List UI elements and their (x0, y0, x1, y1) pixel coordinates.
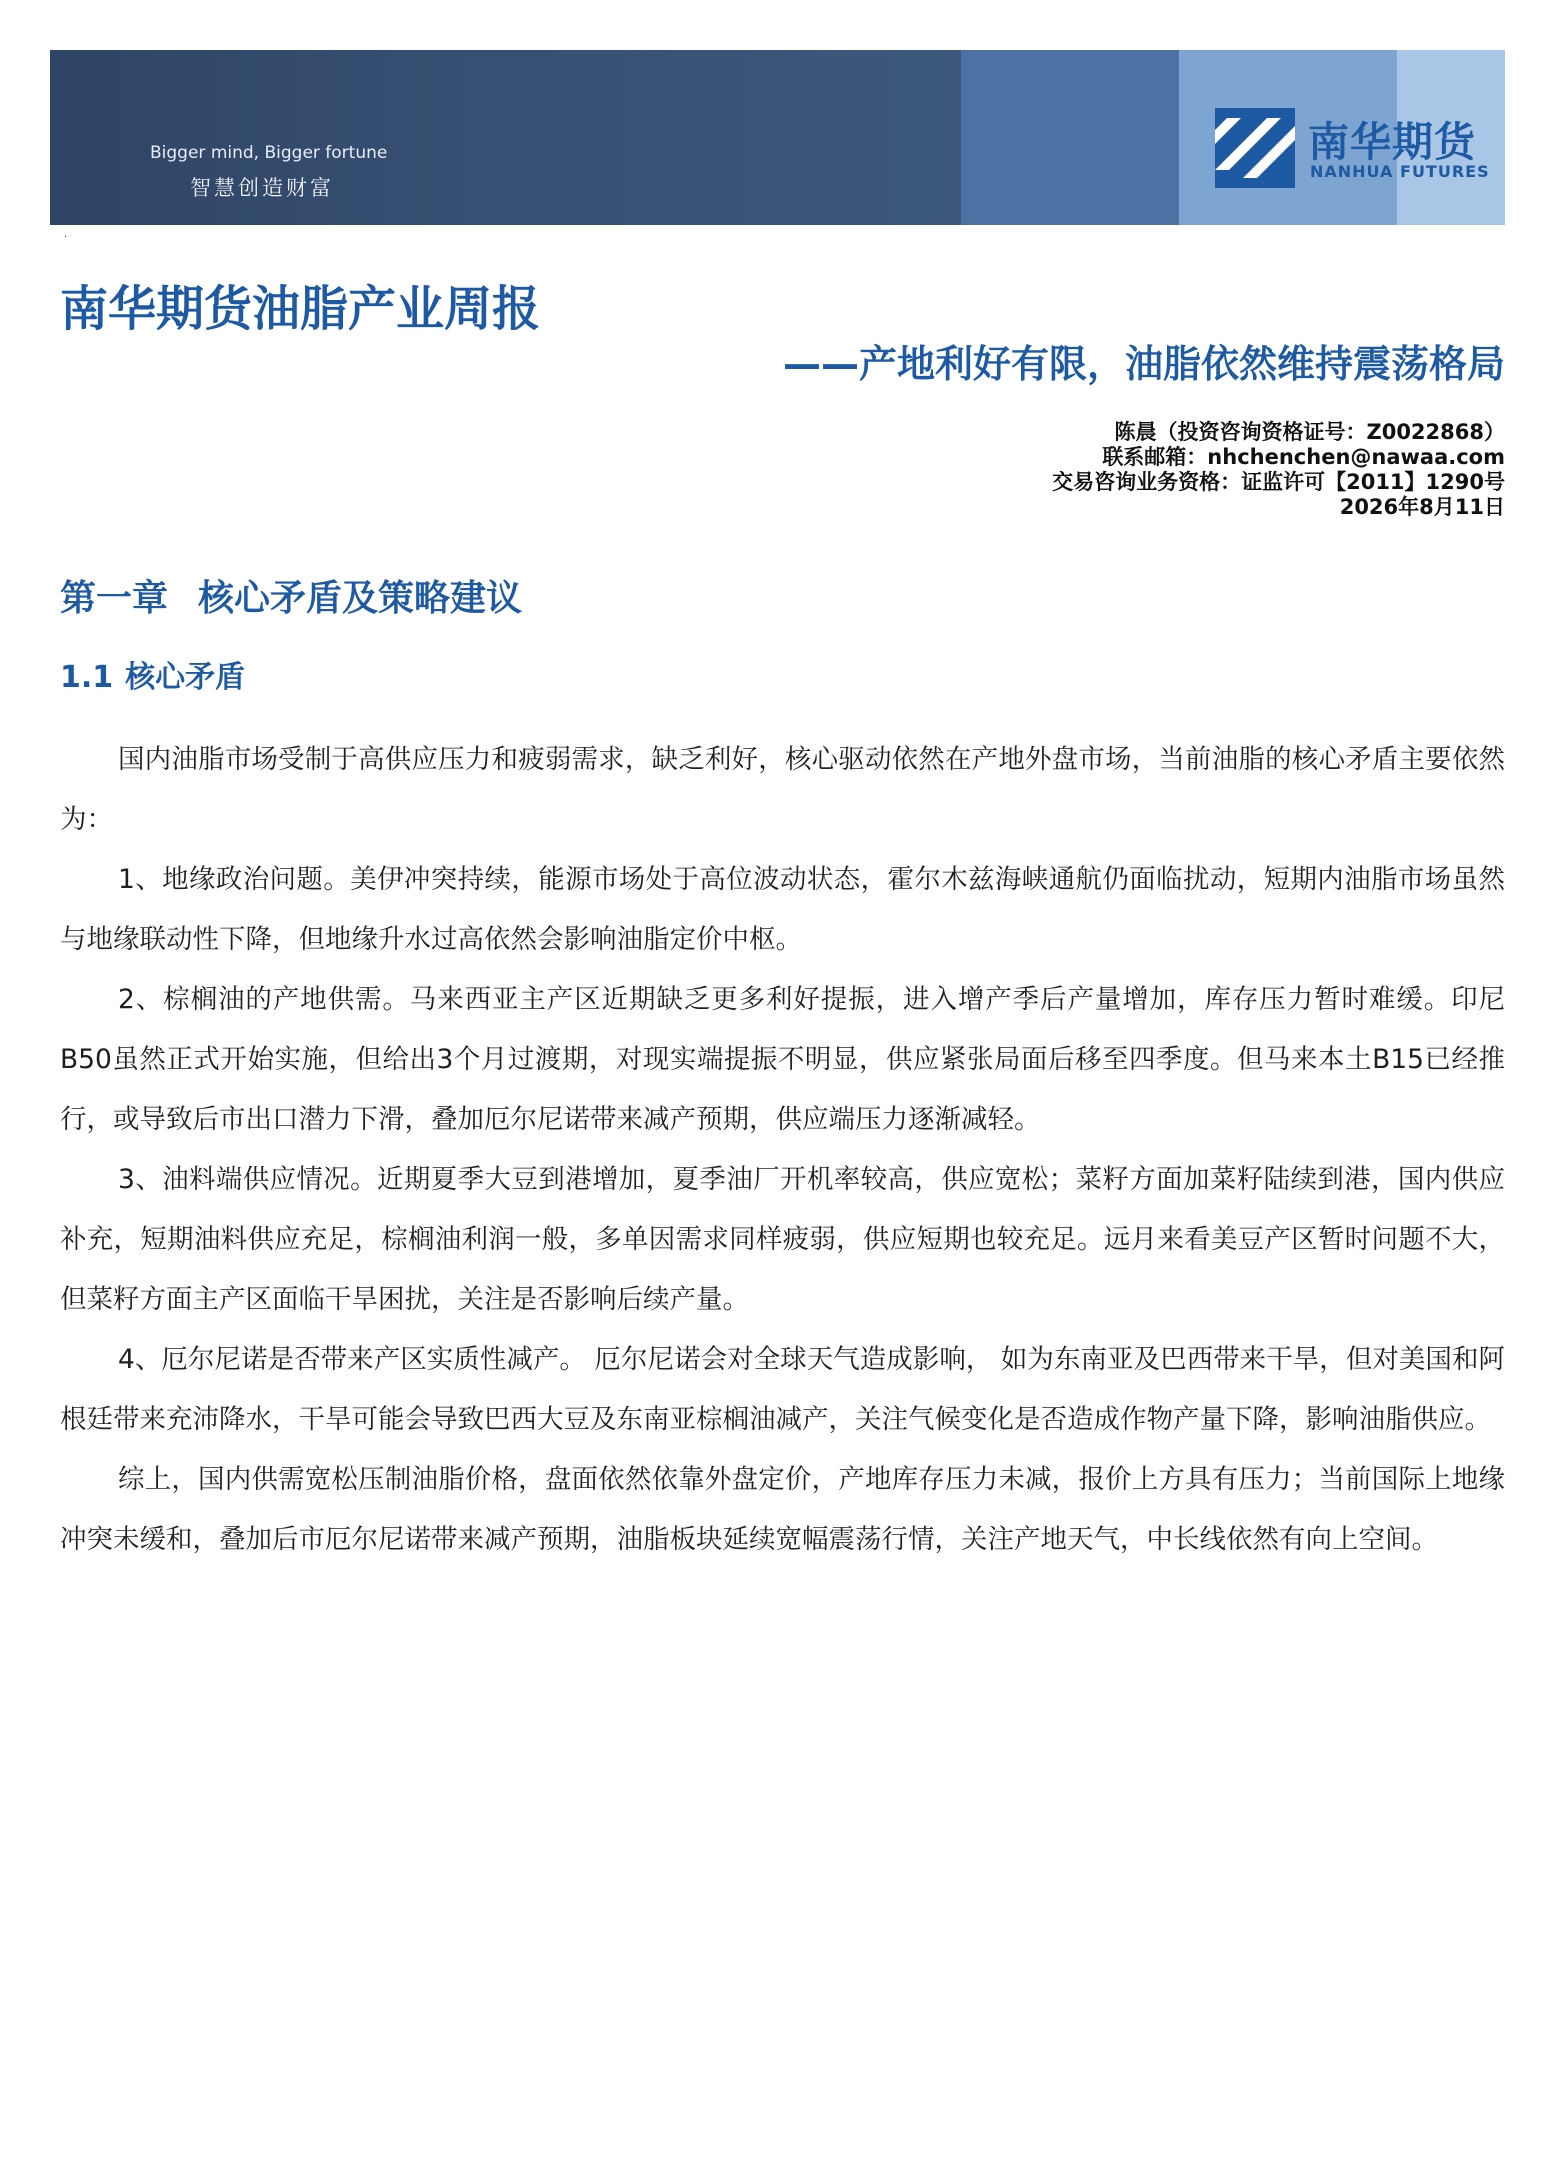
banner-panel (961, 50, 1179, 225)
report-subtitle: ——产地利好有限，油脂依然维持震荡格局 (782, 342, 1505, 386)
section-heading (60, 652, 245, 696)
section-title: 核心矛盾 (125, 660, 246, 695)
author-block (1052, 420, 1505, 520)
author-email: 联系邮箱：nhchenchen@nawaa.com (1102, 445, 1505, 469)
paragraph-point-3: 3、油料端供应情况。近期夏季大豆到港增加，夏季油厂开机率较高，供应宽松；菜籽方面加菜籽陆续到港，国内供应补充，短期油料供应充足，棕榈油利润一般，多单因需求同样疲弱，供应短期也较充足。远月来看美豆产区暂时问题不大，但菜籽方面主产区面临干旱困扰，关注是否影响后续产量。 (60, 1164, 1505, 1315)
paragraph-summary: 综上，国内供需宽松压制油脂价格，盘面依然依靠外盘定价，产地库存压力未减，报价上方具有压力；当前国际上地缘冲突未缓和，叠加后市厄尔尼诺带来减产预期，油脂板块延续宽幅震荡行情，关注产地天气，中长线依然有向上空间。 (60, 1464, 1505, 1555)
paragraph-intro: 国内油脂市场受制于高供应压力和疲弱需求，缺乏利好，核心驱动依然在产地外盘市场，当前油脂的核心矛盾主要依然为： (60, 744, 1505, 835)
logo-name-english: NANHUA FUTURES (1310, 162, 1490, 181)
body-text (60, 730, 1505, 1570)
slogan-english: Bigger mind, Bigger fortune (150, 143, 388, 163)
logo-name-chinese: 南华期货 (1308, 118, 1476, 166)
chapter-title: 核心矛盾及策略建议 (198, 578, 523, 619)
chapter-number: 第一章 (60, 578, 169, 619)
section-number: 1.1 (60, 660, 114, 695)
slogan-chinese: 智慧创造财富 (190, 176, 334, 200)
paragraph-point-4: 4、厄尔尼诺是否带来产区实质性减产。 厄尔尼诺会对全球天气造成影响， 如为东南亚及巴西带来干旱，但对美国和阿根廷带来充沛降水，干旱可能会导致巴西大豆及东南亚棕榈油减产，关注气候变化是否造成作物产量下降，影响油脂供应。 (60, 1344, 1505, 1435)
paragraph-point-1: 1、地缘政治问题。美伊冲突持续，能源市场处于高位波动状态，霍尔木兹海峡通航仍面临扰动，短期内油脂市场虽然与地缘联动性下降，但地缘升水过高依然会影响油脂定价中枢。 (60, 864, 1505, 955)
license-info: 交易咨询业务资格：证监许可【2011】1290号 (1052, 470, 1505, 494)
header-banner (50, 50, 1505, 225)
chapter-heading (60, 570, 522, 621)
stray-mark: · (64, 232, 68, 243)
company-logo (1215, 105, 1505, 190)
report-title: 南华期货油脂产业周报 (60, 281, 541, 337)
paragraph-point-2: 2、棕榈油的产地供需。马来西亚主产区近期缺乏更多利好提振，进入增产季后产量增加，库存压力暂时难缓。印尼B50虽然正式开始实施，但给出3个月过渡期，对现实端提振不明显，供应紧张局面后移至四季度。但马来本土B15已经推行，或导致后市出口潜力下滑，叠加厄尔尼诺带来减产预期，供应端压力逐渐减轻。 (60, 984, 1505, 1135)
author-name: 陈晨（投资咨询资格证号：Z0022868） (1114, 420, 1505, 444)
nanhua-logo-icon (1215, 108, 1295, 188)
report-date: 2026年8月11日 (1339, 495, 1505, 519)
